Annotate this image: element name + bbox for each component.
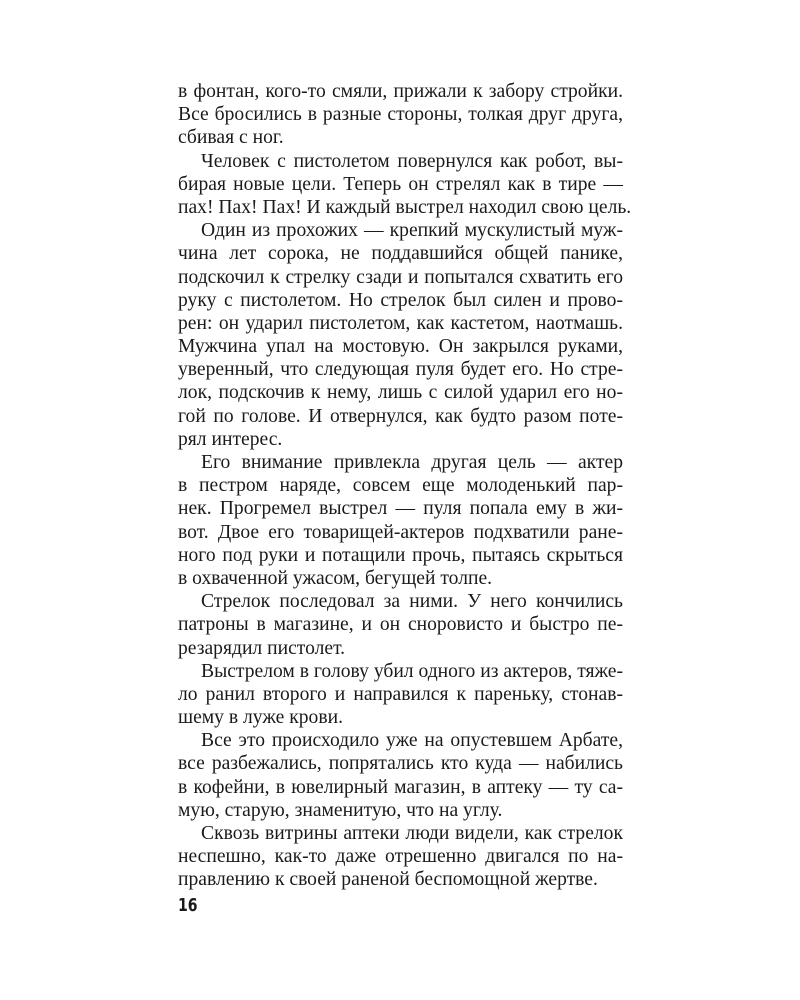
text-line: в кофейни, в ювелирный магазин, в аптеку — ту са-	[178, 776, 623, 798]
page-number: 16	[178, 895, 198, 916]
text-line: сбивая с ног.	[178, 127, 284, 149]
text-line: рял интерес.	[178, 428, 283, 450]
text-line: резарядил пистолет.	[178, 637, 346, 659]
text-line: Стрелок последовал за ними. У него кончились	[201, 591, 623, 613]
text-line: неспешно, как-то даже отрешенно двигался по на-	[178, 846, 623, 868]
text-line: гой по голове. И отвернулся, как будто разом поте-	[178, 405, 623, 427]
text-line: Мужчина упал на мостовую. Он закрылся руками,	[178, 336, 623, 358]
text-line: в фонтан, кого-то смяли, прижали к забору стройки.	[178, 81, 623, 102]
text-line: Сквозь витрины аптеки люди видели, как стрелок	[201, 823, 623, 844]
text-line: шему в луже крови.	[178, 707, 343, 729]
text-line: Все это происходило уже на опустевшем Арбате,	[201, 730, 623, 752]
text-line: лок, подскочив к нему, лишь с силой ударил его но-	[178, 382, 623, 404]
text-line: вот. Двое его товарищей-актеров подхватили ране-	[178, 521, 623, 543]
text-line: мую, старую, знаменитую, что на углу.	[178, 799, 503, 821]
text-line: Выстрелом в голову убил одного из актеров, тяже-	[201, 660, 624, 682]
body-text	[178, 80, 632, 892]
text-line: пах! Пах! Пах! И каждый выстрел находил свою цель.	[178, 196, 632, 218]
text-line: все разбежались, попрятались кто куда — набились	[178, 753, 623, 775]
text-line: ного под руки и потащили прочь, пытаясь скрыться	[178, 544, 623, 566]
text-line: ло ранил второго и направился к пареньку, стонав-	[178, 683, 623, 705]
text-line: в охваченной ужасом, бегущей толпе.	[178, 567, 493, 589]
text-line: патроны в магазине, и он сноровисто и быстро пе-	[178, 614, 623, 636]
text-line: нек. Прогремел выстрел — пуля попала ему в жи-	[178, 498, 623, 520]
text-line: бирая новые цели. Теперь он стрелял как в тире —	[178, 173, 623, 195]
text-line: подскочил к стрелку сзади и попытался схватить его	[178, 266, 623, 288]
text-line: Человек с пистолетом повернулся как робот, вы-	[201, 150, 623, 172]
text-line: правлению к своей раненой беспомощной жертве.	[178, 869, 598, 891]
text-line: чина лет сорока, не поддавшийся общей панике,	[178, 243, 623, 265]
text-line: Один из прохожих — крепкий мускулистый муж-	[201, 220, 623, 242]
text-line: в пестром наряде, совсем еще молоденький пар-	[178, 475, 623, 497]
text-line: Его внимание привлекла другая цель — актер	[201, 452, 623, 473]
text-line: Все бросились в разные стороны, толкая друг друга,	[178, 104, 623, 126]
text-line: рен: он ударил пистолетом, как кастетом, наотмашь.	[178, 312, 623, 334]
text-line: руку с пистолетом. Но стрелок был силен и прово-	[178, 289, 623, 311]
text-line: уверенный, что следующая пуля будет его. Но стре-	[178, 359, 623, 381]
